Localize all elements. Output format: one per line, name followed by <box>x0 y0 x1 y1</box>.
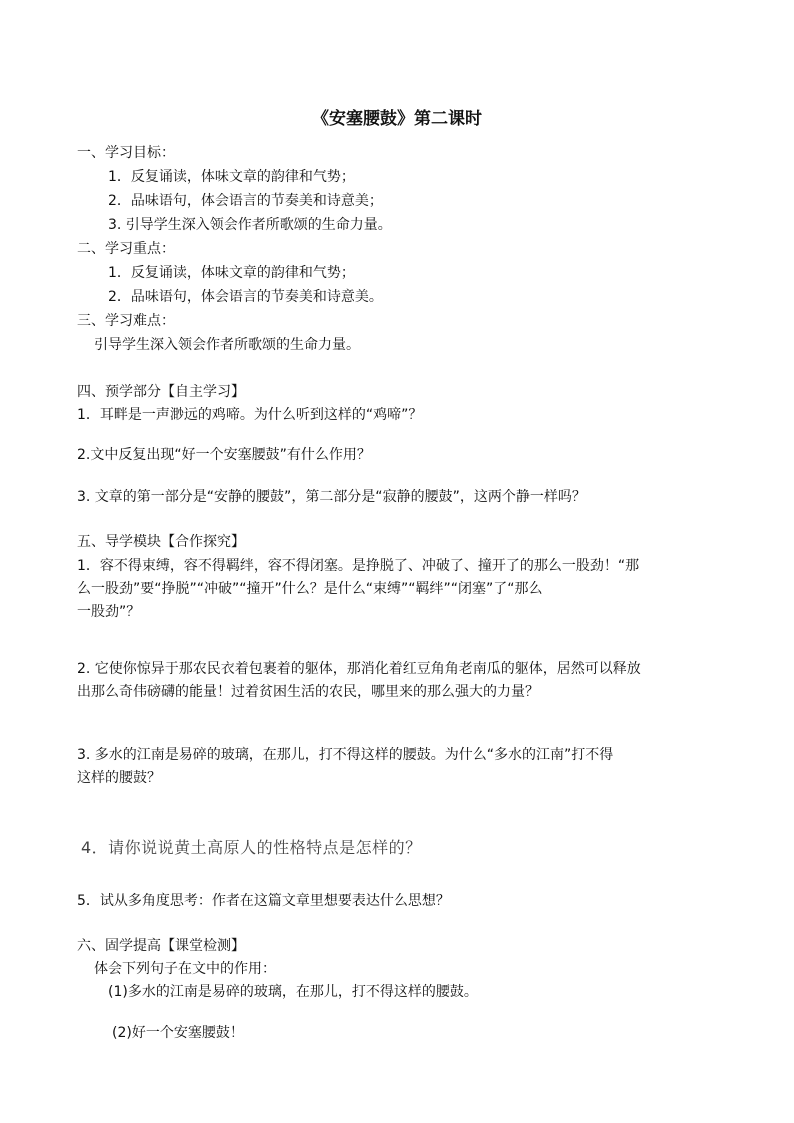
section-heading-guided: 五、导学模块【合作探究】 <box>77 534 245 550</box>
consolidation-intro: 体会下列句子在文中的作用： <box>94 961 276 977</box>
prestudy-question-1: 1．耳畔是一声渺远的鸡啼。为什么听到这样的“鸡啼”？ <box>77 407 423 423</box>
guided-question-5: 5．试从多角度思考：作者在这篇文章里想要表达什么思想？ <box>77 893 450 909</box>
page-title: 《安塞腰鼓》第二课时 <box>312 109 482 129</box>
guided-question-4: 4．请你说说黄土高原人的性格特点是怎样的？ <box>81 838 422 857</box>
objective-item: 1．反复诵读，体味文章的韵律和气势； <box>108 169 355 185</box>
guided-question-3-line: 3. 多水的江南是易碎的玻璃，在那儿，打不得这样的腰鼓。为什么“多水的江南”打不得 <box>77 747 614 763</box>
guided-question-2-line: 出那么奇伟磅礴的能量！过着贫困生活的农民，哪里来的那么强大的力量？ <box>77 684 539 700</box>
guided-question-2-line: 2. 它使你惊异于那农民衣着包裹着的躯体，那消化着红豆角角老南瓜的躯体，居然可以释放 <box>77 661 641 677</box>
guided-question-3-line: 这样的腰鼓？ <box>77 770 161 786</box>
section-heading-key-points: 二、学习重点： <box>77 241 175 257</box>
key-point-item: 1．反复诵读，体味文章的韵律和气势； <box>108 265 355 281</box>
difficulty-text: 引导学生深入领会作者所歌颂的生命力量。 <box>94 337 360 353</box>
guided-question-1-line: 一股劲”？ <box>77 604 141 620</box>
key-point-item: 2．品味语句，体会语言的节奏美和诗意美。 <box>108 289 383 305</box>
section-heading-consolidation: 六、固学提高【课堂检测】 <box>77 938 245 954</box>
objective-item: 2．品味语句，体会语言的节奏美和诗意美； <box>108 193 383 209</box>
section-heading-objectives: 一、学习目标： <box>77 145 175 161</box>
consolidation-sentence-2: (2)好一个安塞腰鼓！ <box>112 1025 244 1041</box>
prestudy-question-2: 2.文中反复出现“好一个安塞腰鼓”有什么作用？ <box>77 447 371 463</box>
guided-question-1-line: 1．容不得束缚，容不得羁绊，容不得闭塞。是挣脱了、冲破了、撞开了的那么一股劲！“那 <box>77 558 640 574</box>
objective-item: 3. 引导学生深入领会作者所歌颂的生命力量。 <box>108 217 392 233</box>
section-heading-difficulties: 三、学习难点： <box>77 313 175 329</box>
prestudy-question-3: 3. 文章的第一部分是“安静的腰鼓”，第二部分是“寂静的腰鼓”，这两个静一样吗？ <box>77 489 586 505</box>
consolidation-sentence-1: (1)多水的江南是易碎的玻璃，在那儿，打不得这样的腰鼓。 <box>108 984 478 1000</box>
guided-question-1-line: 么一股劲”要“挣脱”“冲破”“撞开”什么？是什么“束缚”“羁绊”“闭塞”了“那么 <box>77 581 543 597</box>
section-heading-prestudy: 四、预学部分【自主学习】 <box>77 384 245 400</box>
